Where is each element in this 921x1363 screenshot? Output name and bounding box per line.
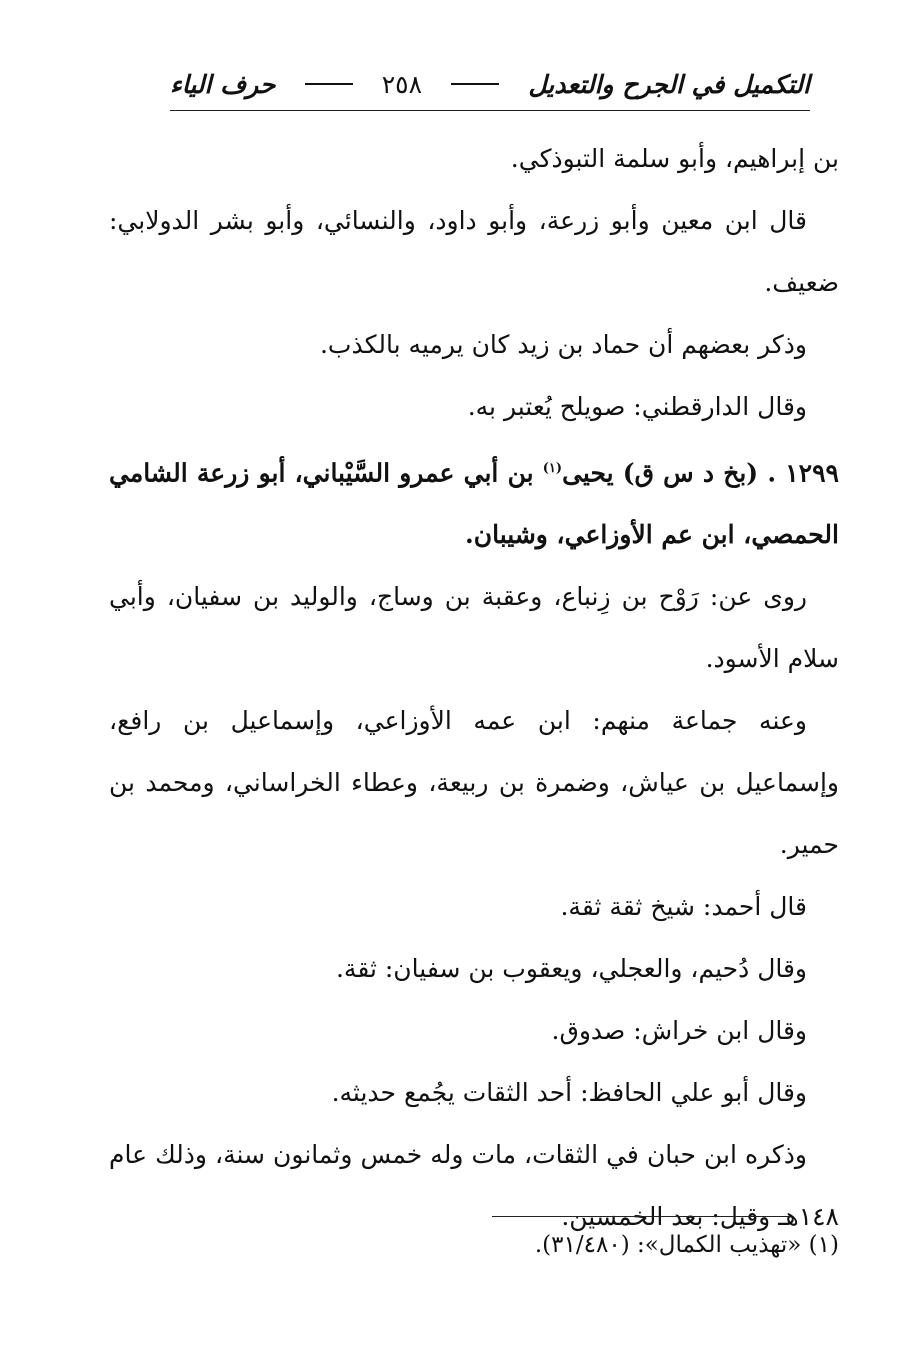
paragraph: قال ابن معين وأبو زرعة، وأبو داود، والنسائي، وأبو بشر الدولابي: ضعيف. xyxy=(109,206,839,297)
paragraph: وذكر بعضهم أن حماد بن زيد كان يرميه بالكذب. xyxy=(319,330,807,359)
page-body xyxy=(109,128,839,1248)
paragraph: وقال الدارقطني: صويلح يُعتبر به. xyxy=(467,392,807,421)
entry-number: ١٢٩٩ . xyxy=(767,458,839,488)
paragraph: وذكره ابن حبان في الثقات، مات وله خمس وثمانون سنة، وذلك عام ١٤٨هـ وقيل: بعد الخمسين. xyxy=(109,1140,839,1232)
chapter-title: حرف الياء xyxy=(170,69,276,99)
header-separator-left xyxy=(305,83,353,85)
paragraph: روى عن: رَوْح بن زِنباع، وعقبة بن وساج، والوليد بن سفيان، وأبي سلام الأسود. xyxy=(109,582,839,674)
page-number: ٢٥٨ xyxy=(381,69,423,99)
paragraph: قال أحمد: شيخ ثقة ثقة. xyxy=(560,892,807,922)
entry-description: بن أبي عمرو السَّيْباني، أبو زرعة الشامي الحمصي، ابن عم الأوزاعي، وشيبان. xyxy=(109,458,839,550)
book-title: التكميل في الجرح والتعديل xyxy=(528,69,810,99)
paragraph: وعنه جماعة منهم: ابن عمه الأوزاعي، وإسماعيل بن رافع، وإسماعيل بن عياش، وضمرة بن ربيعة، وعطاء الخراساني، ومحمد بن حمير. xyxy=(109,706,839,860)
paragraph: وقال أبو علي الحافظ: أحد الثقات يجُمع حديثه. xyxy=(331,1078,807,1108)
footnote-reference: (١) xyxy=(542,461,563,476)
footnote xyxy=(535,1232,839,1258)
footnote-text: «تهذيب الكمال»: (٣١/٤٨٠). xyxy=(534,1232,802,1258)
footnote-divider xyxy=(492,1216,790,1217)
entry-name: يحيى xyxy=(562,458,614,488)
header-separator-right xyxy=(451,83,499,85)
page-header xyxy=(170,62,810,111)
paragraph: وقال دُحيم، والعجلي، ويعقوب بن سفيان: ثقة. xyxy=(335,954,807,984)
paragraph-continuation: بن إبراهيم، وأبو سلمة التبوذكي. xyxy=(510,144,839,173)
entry-heading xyxy=(109,438,839,566)
footnote-marker: (١) xyxy=(808,1232,839,1258)
entry-symbols: (بخ د س ق) xyxy=(622,458,759,488)
paragraph: وقال ابن خراش: صدوق. xyxy=(551,1016,807,1046)
